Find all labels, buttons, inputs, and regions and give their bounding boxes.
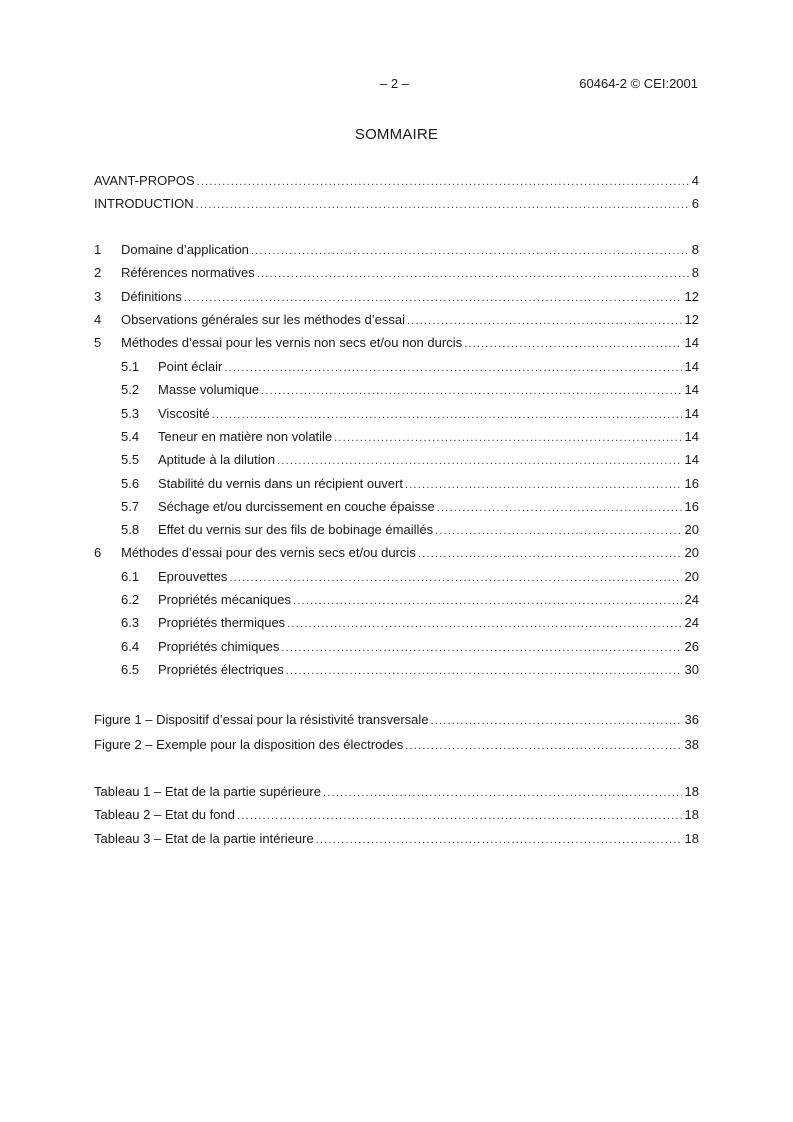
dot-leader [237, 810, 682, 822]
toc-entry-page: 8 [691, 265, 699, 280]
dot-leader [405, 479, 682, 491]
toc-entry-page: 14 [684, 406, 699, 421]
toc-entry-number: 5 [94, 335, 102, 350]
toc-entry-page: 20 [684, 522, 699, 537]
dot-leader [257, 268, 689, 280]
toc-entry-section-6-3[interactable] [94, 615, 699, 633]
toc-entry-label: AVANT-PROPOS [94, 173, 195, 188]
toc-entry-label: Domaine d’application [121, 242, 249, 257]
dot-leader [281, 642, 681, 654]
toc-entry-page: 26 [684, 639, 699, 654]
toc-entry-table-3[interactable] [94, 831, 699, 849]
toc-entry-section-3[interactable] [94, 289, 699, 307]
toc-entry-number: 5.4 [121, 429, 140, 444]
toc-entry-page: 14 [684, 382, 699, 397]
toc-entry-page: 4 [691, 173, 699, 188]
toc-entry-section-6-5[interactable] [94, 662, 699, 680]
toc-entry-label: Séchage et/ou durcissement en couche épaisse [158, 499, 435, 514]
toc-entry-page: 16 [684, 499, 699, 514]
toc-entry-page: 8 [691, 242, 699, 257]
toc-entry-number: 6.5 [121, 662, 140, 677]
toc-entry-page: 24 [684, 615, 699, 630]
toc-entry-label: Propriétés chimiques [158, 639, 280, 654]
dot-leader [407, 315, 682, 327]
toc-entry-label: Observations générales sur les méthodes d’essai [121, 312, 405, 327]
toc-entry-number: 6.3 [121, 615, 140, 630]
toc-entry-label: Teneur en matière non volatile [158, 429, 333, 444]
toc-entry-number: 5.7 [121, 499, 140, 514]
toc-entry-section-5-4[interactable] [94, 429, 699, 447]
toc-entry-page: 14 [684, 452, 699, 467]
toc-entry-number: 2 [94, 265, 102, 280]
dot-leader [437, 502, 682, 514]
dot-leader [196, 199, 689, 211]
toc-entry-number: 5.6 [121, 476, 140, 491]
toc-entry-label: Méthodes d’essai pour des vernis secs et/ou durcis [121, 545, 416, 560]
toc-entry-section-5-2[interactable] [94, 382, 699, 400]
toc-entry-label: Eprouvettes [158, 569, 228, 584]
dot-leader [229, 572, 681, 584]
toc-entry-avant-propos[interactable] [94, 173, 699, 191]
dot-leader [323, 787, 682, 799]
toc-entry-introduction[interactable] [94, 196, 699, 214]
toc-entry-page: 6 [691, 196, 699, 211]
toc-entry-number: 5.8 [121, 522, 140, 537]
toc-entry-table-1[interactable] [94, 784, 699, 802]
toc-entry-number: 6 [94, 545, 102, 560]
dot-leader [464, 338, 681, 350]
toc-entry-label: Tableau 1 – Etat de la partie supérieure [94, 784, 321, 799]
toc-entry-number: 3 [94, 289, 102, 304]
toc-entry-number: 6.1 [121, 569, 140, 584]
toc-entry-table-2[interactable] [94, 807, 699, 825]
dot-leader [431, 715, 682, 727]
dot-leader [435, 525, 681, 537]
toc-entry-number: 4 [94, 312, 102, 327]
document-reference: 60464-2 © CEI:2001 [579, 76, 698, 91]
dot-leader [251, 245, 689, 257]
dot-leader [405, 740, 681, 752]
toc-entry-page: 14 [684, 429, 699, 444]
toc-entry-label: Tableau 3 – Etat de la partie intérieure [94, 831, 314, 846]
toc-entry-figure-2[interactable] [94, 737, 699, 755]
dot-leader [212, 409, 682, 421]
toc-entry-section-4[interactable] [94, 312, 699, 330]
toc-entry-section-5-8[interactable] [94, 522, 699, 540]
toc-entry-label: Stabilité du vernis dans un récipient ouvert [158, 476, 403, 491]
toc-entry-section-2[interactable] [94, 265, 699, 283]
toc-entry-section-6-2[interactable] [94, 592, 699, 610]
toc-entry-page: 24 [684, 592, 699, 607]
toc-entry-number: 5.2 [121, 382, 140, 397]
dot-leader [197, 176, 689, 188]
toc-entry-number: 5.3 [121, 406, 140, 421]
toc-entry-page: 18 [684, 784, 699, 799]
toc-entry-page: 14 [684, 335, 699, 350]
toc-entry-number: 5.5 [121, 452, 140, 467]
toc-entry-page: 12 [684, 312, 699, 327]
toc-entry-page: 38 [684, 737, 699, 752]
toc-entry-label: Références normatives [121, 265, 255, 280]
toc-entry-number: 1 [94, 242, 102, 257]
toc-entry-label: Tableau 2 – Etat du fond [94, 807, 235, 822]
dot-leader [418, 548, 682, 560]
toc-entry-label: Figure 1 – Dispositif d’essai pour la résistivité transversale [94, 712, 429, 727]
toc-entry-section-5-3[interactable] [94, 406, 699, 424]
dot-leader [261, 385, 681, 397]
toc-entry-label: Propriétés électriques [158, 662, 284, 677]
toc-entry-section-6-1[interactable] [94, 569, 699, 587]
toc-entry-section-1[interactable] [94, 242, 699, 260]
dot-leader [224, 362, 681, 374]
toc-entry-section-5-1[interactable] [94, 359, 699, 377]
toc-entry-label: Aptitude à la dilution [158, 452, 276, 467]
toc-entry-page: 20 [684, 569, 699, 584]
toc-entry-page: 36 [684, 712, 699, 727]
dot-leader [316, 834, 682, 846]
dot-leader [293, 595, 682, 607]
toc-entry-section-5-7[interactable] [94, 499, 699, 517]
dot-leader [184, 292, 682, 304]
toc-entry-section-6[interactable] [94, 545, 699, 563]
toc-entry-figure-1[interactable] [94, 712, 699, 730]
toc-entry-section-5[interactable] [94, 335, 699, 353]
toc-entry-label: Propriétés mécaniques [158, 592, 291, 607]
page-number: – 2 – [380, 76, 409, 91]
toc-entry-label: Effet du vernis sur des fils de bobinage émaillés [158, 522, 434, 537]
toc-entry-label: Figure 2 – Exemple pour la disposition des électrodes [94, 737, 404, 752]
dot-leader [287, 618, 681, 630]
toc-entry-number: 6.4 [121, 639, 140, 654]
toc-entry-number: 5.1 [121, 359, 140, 374]
toc-entry-label: Propriétés thermiques [158, 615, 286, 630]
dot-leader [277, 455, 681, 467]
toc-entry-page: 14 [684, 359, 699, 374]
toc-entry-page: 18 [684, 831, 699, 846]
toc-entry-page: 12 [684, 289, 699, 304]
toc-entry-section-5-6[interactable] [94, 476, 699, 494]
toc-entry-section-6-4[interactable] [94, 639, 699, 657]
toc-entry-page: 30 [684, 662, 699, 677]
toc-entry-label: Masse volumique [158, 382, 260, 397]
dot-leader [286, 665, 682, 677]
toc-entry-page: 16 [684, 476, 699, 491]
toc-entry-label: INTRODUCTION [94, 196, 194, 211]
toc-entry-label: Méthodes d’essai pour les vernis non secs et/ou non durcis [121, 335, 463, 350]
toc-entry-label: Définitions [121, 289, 182, 304]
toc-entry-section-5-5[interactable] [94, 452, 699, 470]
toc-entry-page: 20 [684, 545, 699, 560]
toc-entry-number: 6.2 [121, 592, 140, 607]
toc-entry-label: Viscosité [158, 406, 210, 421]
toc-entry-label: Point éclair [158, 359, 223, 374]
toc-entry-page: 18 [684, 807, 699, 822]
dot-leader [334, 432, 681, 444]
page-title: SOMMAIRE [354, 126, 439, 143]
